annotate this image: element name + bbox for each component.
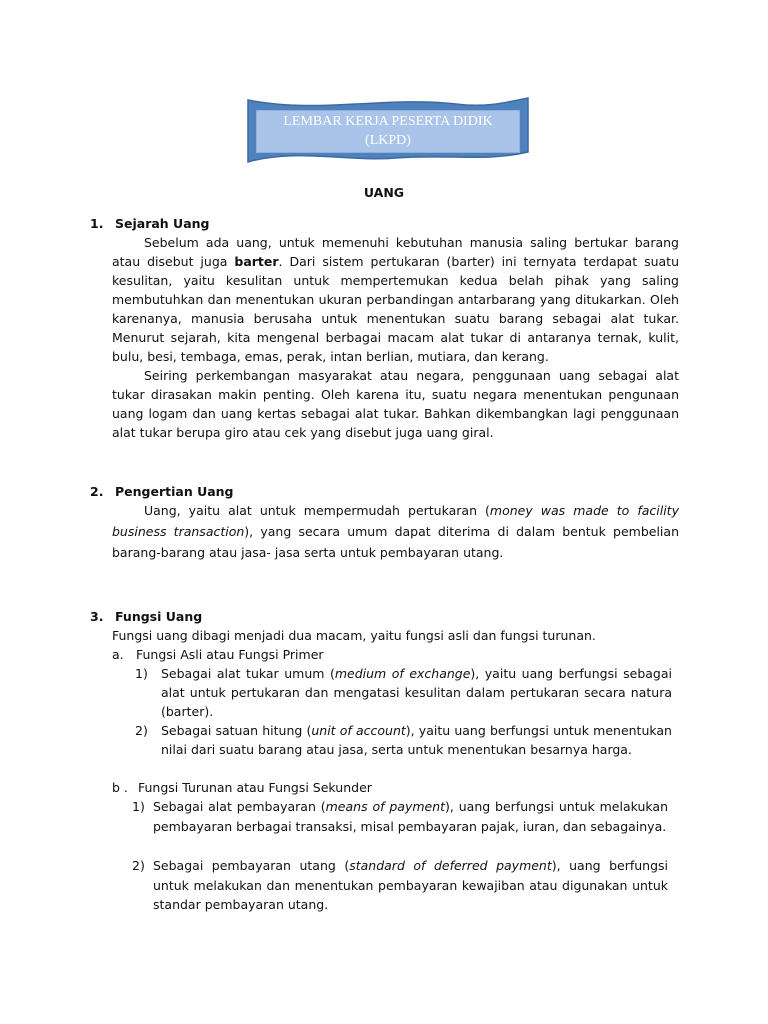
text-span: Uang, yaitu alat untuk mempermudah pertukaran ( xyxy=(144,503,490,518)
banner-line-1: LEMBAR KERJA PESERTA DIDIK xyxy=(283,114,493,129)
text-span: ), yaitu uang berfungsi sebagai alat untuk pertukaran dan mengatasi kesulitan dalam pertukaran secara natura (barter). xyxy=(161,666,672,719)
list-item-text xyxy=(153,856,668,915)
list-number: 2) xyxy=(135,723,148,738)
italic-term: money was made to facility business transaction xyxy=(112,503,679,539)
text-span: Sebagai pembayaran utang ( xyxy=(153,858,350,873)
subsection-a-title: Fungsi Asli atau Fungsi Primer xyxy=(136,647,324,662)
banner-line-2: (LKPD) xyxy=(365,133,411,148)
list-item-text xyxy=(161,664,672,721)
section-1-paragraph-1 xyxy=(112,233,679,366)
section-1-heading xyxy=(90,214,209,233)
title-banner xyxy=(246,96,530,168)
italic-term: unit of account xyxy=(311,723,406,738)
section-2-paragraph xyxy=(112,500,679,563)
subsection-b-title: Fungsi Turunan atau Fungsi Sekunder xyxy=(138,780,372,795)
list-item-b2 xyxy=(132,856,668,915)
italic-term: medium of exchange xyxy=(334,666,471,681)
subsection-a-label: a. xyxy=(112,647,124,662)
section-2-title: Pengertian Uang xyxy=(115,484,234,499)
list-item-text xyxy=(161,721,672,759)
text-span: ), yaitu uang berfungsi untuk menentukan nilai dari suatu barang atau jasa, serta untuk menentukan besarnya harga. xyxy=(161,723,672,757)
section-2-body xyxy=(112,500,679,563)
section-2-heading xyxy=(90,482,234,501)
section-1-title: Sejarah Uang xyxy=(115,216,210,231)
subsection-a-heading xyxy=(112,645,324,664)
list-item-a1 xyxy=(135,664,672,721)
italic-term: standard of deferred payment xyxy=(349,858,552,873)
section-2-number: 2. xyxy=(90,484,104,499)
section-3-number: 3. xyxy=(90,609,104,624)
section-1-paragraph-2: Seiring perkembangan masyarakat atau negara, penggunaan uang sebagai alat tukar dirasakan makin penting. Oleh karena itu, suatu negara menentukan pengunaan uang logam dan uang kertas sebagai alat tukar. Bahkan dikembangkan lagi penggunaan alat tukar berupa giro atau cek yang disebut juga uang giral. xyxy=(112,368,679,440)
text-span: ), yang secara umum dapat diterima di dalam bentuk pembelian barang-barang atau jasa- jasa serta untuk pembayaran utang. xyxy=(112,524,679,560)
list-item-a2 xyxy=(135,721,672,759)
section-3-heading xyxy=(90,607,202,626)
text-span: . Dari sistem pertukaran (barter) ini ternyata terdapat suatu kesulitan, yaitu kesulitan untuk mempertemukan kedua belah pihak yang saling membutuhkan dan menentukan ukuran perbandingan antarbarang yang ditukarkan. Oleh karenanya, manusia berusaha untuk menentukan suatu barang sebagai alat tukar. Menurut sejarah, kita mengenal berbagai macam alat tukar di antaranya ternak, kulit, bulu, besi, tembaga, emas, perak, intan berlian, mutiara, dan kerang. xyxy=(112,254,679,364)
section-3-title: Fungsi Uang xyxy=(115,609,203,624)
subsection-b-label: b . xyxy=(112,780,128,795)
text-span: ), uang berfungsi untuk melakukan pembayaran berbagai transaksi, misal pembayaran pajak, iuran, dan sebagainya. xyxy=(153,799,668,834)
section-1-body xyxy=(112,233,679,442)
list-number: 2) xyxy=(132,858,145,873)
subsection-b-heading xyxy=(112,778,372,797)
text-span: Sebagai alat tukar umum ( xyxy=(161,666,335,681)
text-span: Sebagai satuan hitung ( xyxy=(161,723,312,738)
list-item-b1 xyxy=(132,797,668,836)
text-span: Sebelum ada uang, untuk memenuhi kebutuhan manusia saling bertukar barang atau disebut juga xyxy=(112,235,679,269)
italic-term: means of payment xyxy=(325,799,446,814)
bold-term: barter xyxy=(234,254,279,269)
text-span: Sebagai alat pembayaran ( xyxy=(153,799,326,814)
page-title: UANG xyxy=(363,185,405,200)
list-number: 1) xyxy=(135,666,148,681)
banner-text-box xyxy=(256,110,520,153)
list-number: 1) xyxy=(132,799,145,814)
text-span: ), uang berfungsi untuk melakukan dan menentukan pembayaran kewajiban atau digunakan untuk standar pembayaran utang. xyxy=(153,858,669,912)
section-3-intro: Fungsi uang dibagi menjadi dua macam, yaitu fungsi asli dan fungsi turunan. xyxy=(112,628,596,643)
list-item-text xyxy=(153,797,668,836)
section-1-number: 1. xyxy=(90,216,104,231)
